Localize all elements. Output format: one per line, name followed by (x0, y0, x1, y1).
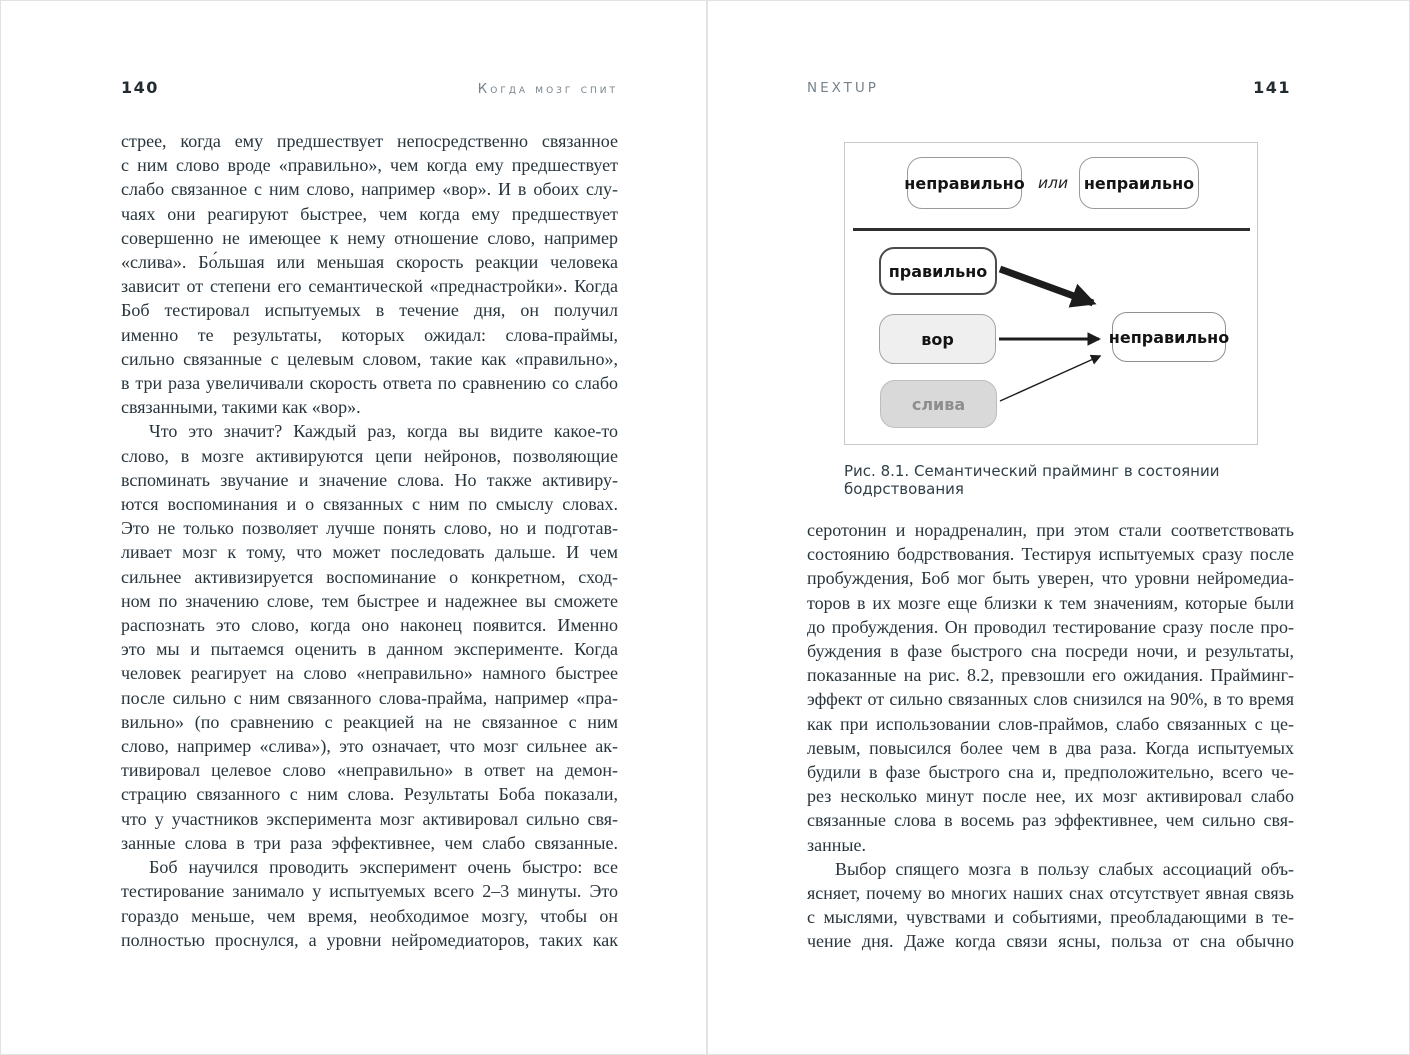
left-running-head: Когда мозг спит (477, 81, 618, 97)
right-running-head: NEXTUP (807, 80, 879, 96)
prime-label: вор (921, 329, 954, 349)
target-label: неправильно (1108, 327, 1230, 347)
text-line: ются воспоминания и о связанных с ним по смыслу словах. (121, 494, 618, 515)
paragraph (807, 857, 1294, 954)
paragraph (121, 419, 618, 855)
text-line: эффект от сильно связанных слов снизился на 90%, в то время (807, 689, 1294, 710)
text-line: до пробуждения. Он проводил тестирование сразу после про- (807, 616, 1294, 637)
right-page-number: 141 (1253, 78, 1291, 97)
left-page-body (121, 129, 618, 952)
text-line: вильно» (по сравнению с реакцией на не связанное с ним (121, 711, 618, 732)
text-line: с мыслями, чувствами и событиями, преобладающими в те- (807, 907, 1294, 928)
priming-arrows-layer (845, 143, 1259, 446)
text-line: с ним слово вроде «правильно», чем когда ему предшествует (121, 155, 618, 176)
text-line: показанные на рис. 8.2, превзошли его ожидания. Прайминг- (807, 665, 1294, 686)
text-line: тивировал целевое слово «неправильно» в ответ на демон- (121, 760, 618, 781)
page-gutter-divider (706, 1, 708, 1055)
text-line: ном по значению слове, тем быстрее и надежнее вы сможете (121, 590, 618, 611)
paragraph (121, 855, 618, 952)
text-line: сильно связанные с целевым словом, такие как «правильно», (121, 348, 618, 369)
text-line: занные. (807, 834, 866, 855)
text-line: ясняет, почему во многих наших снах отсутствует явная связь (807, 883, 1294, 904)
text-line: совершенно не имеющее к нему отношение слово, например (121, 227, 618, 248)
text-line: левым, повысился более чем в два раза. Когда испытуемых (807, 737, 1294, 758)
text-line: занные слова в три раза эффективнее, чем слабо связанные. (121, 832, 618, 853)
text-line: сильнее активизируется воспоминание о конкретном, сход- (121, 566, 618, 587)
right-page-body (807, 518, 1294, 954)
text-line: слабо связанное с ним слово, например «вор». И в обоих слу- (121, 179, 618, 200)
text-line: торов в их мозге еще близки к тем значениям, которые были (807, 592, 1294, 613)
text-line: чаях они реагируют быстрее, чем когда ему предшествует (121, 203, 618, 224)
text-line: слово, например «слива»), это означает, что мозг сильнее ак- (121, 736, 618, 757)
text-line: состоянию бодрствования. Тестируя испытуемых сразу после (807, 544, 1294, 565)
choice-box-label: неправильно (904, 173, 1025, 193)
left-page-number: 140 (121, 78, 159, 97)
strong-association-arrow (1000, 269, 1093, 303)
text-line: будили в фазе быстрого сна и, предположительно, всего че- (807, 762, 1294, 783)
text-line: Боб тестировал испытуемых в течение дня, он получил (121, 300, 618, 321)
text-line: как при использовании слов-праймов, слабо связанных с це- (807, 713, 1294, 734)
text-line: зависит от степени его семантической «преднастройки». Когда (121, 276, 618, 297)
text-line: гораздо меньше, чем время, необходимое мозгу, чтобы он (121, 905, 618, 926)
text-line: Что это значит? Каждый раз, когда вы видите какое-то (149, 421, 618, 442)
text-line: чение дня. Даже когда связи ясны, польза от сна обычно (807, 931, 1294, 952)
figure-caption: Рис. 8.1. Семантический прайминг в состоянии бодрствования (844, 462, 1220, 498)
text-line: серотонин и норадреналин, при этом стали соответствовать (807, 520, 1294, 540)
text-line: связанные слова в восемь раз эффективнее, чем сильно свя- (807, 810, 1294, 831)
text-line: стрее, когда ему предшествует непосредственно связанное (121, 131, 618, 151)
text-line: ливает мозг к тому, что может последовать дальше. И чем (121, 542, 618, 563)
paragraph (807, 518, 1294, 857)
weak-association-arrow (1000, 356, 1100, 401)
figure-8-1-frame (844, 142, 1258, 445)
text-line: Это не только позволяет лучше понять слово, но и подготав- (121, 518, 618, 539)
text-line: слово, в мозге активируются цепи нейронов, позволяющие (121, 445, 618, 466)
text-line: тестирование занимало у испытуемых всего 2–3 минуты. Это (121, 881, 618, 902)
text-line: Боб научился проводить эксперимент очень быстро: все (149, 857, 618, 878)
text-line: связанными, такими как «вор». (121, 397, 361, 418)
text-line: буждения в фазе быстрого сна посреди ночи, и результаты, (807, 641, 1294, 662)
text-line: распознать это слово, когда оно наконец появится. Именно (121, 615, 618, 636)
text-line: Выбор спящего мозга в пользу слабых ассоциаций объ- (835, 858, 1294, 879)
text-line: рез несколько минут после нее, их мозг активировал слабо (807, 786, 1294, 807)
or-separator: или (1037, 174, 1069, 192)
text-line: человек реагирует на слово «неправильно» намного быстрее (121, 663, 618, 684)
prime-label: правильно (888, 261, 988, 281)
text-line: в три раза увеличивали скорость ответа по сравнению со слабо (121, 373, 618, 394)
text-line: вспоминать звучание и значение слова. Но также активиру- (121, 469, 618, 490)
text-line: полностью проснулся, а уровни нейромедиаторов, таких как (121, 929, 618, 950)
text-line: что у участников эксперимента мозг активировал сильно свя- (121, 808, 618, 829)
paragraph (121, 129, 618, 419)
text-line: «слива». Бо́льшая или меньшая скорость реакции человека (121, 252, 618, 273)
choice-box-label: непраильно (1083, 173, 1195, 193)
text-line: пробуждения, Боб мог быть уверен, что уровни нейромедиа- (807, 568, 1294, 589)
prime-label: слива (911, 394, 966, 414)
text-line: именно те результаты, которых ожидал: слова-праймы, (121, 324, 618, 345)
text-line: после сильно с ним связанного слова-прайма, например «пра- (121, 687, 618, 708)
text-line: страцию связанного с ним слова. Результаты Боба показали, (121, 784, 618, 805)
text-line: это мы и пытаемся оценить в данном эксперименте. Когда (121, 639, 618, 660)
